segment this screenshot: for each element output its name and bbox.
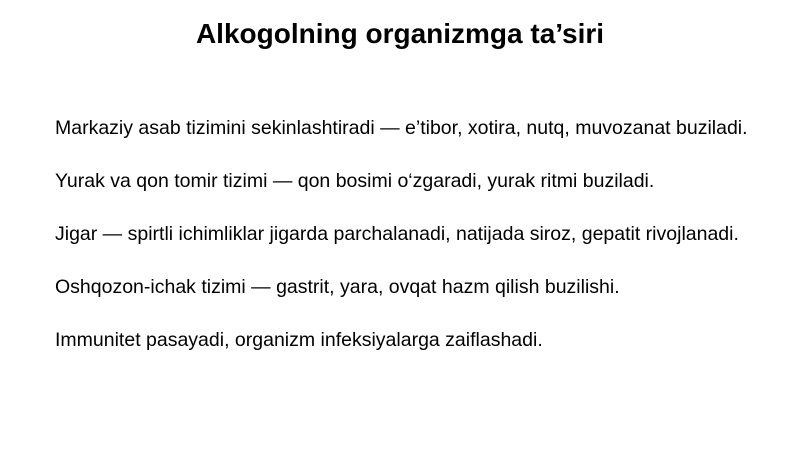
list-item: Markaziy asab tizimini sekinlashtiradi — e’tibor, xotira, nutq, muvozanat buziladi. [55,117,748,139]
list-item: Oshqozon-ichak tizimi — gastrit, yara, ovqat hazm qilish buzilishi. [55,276,620,298]
list-item: Immunitet pasayadi, organizm infeksiyalarga zaiflashadi. [55,329,543,351]
slide-content-list [55,115,755,380]
list-item: Yurak va qon tomir tizimi — qon bosimi o‘zgaradi, yurak ritmi buziladi. [55,170,655,192]
list-item: Jigar — spirtli ichimliklar jigarda parchalanadi, natijada siroz, gepatit rivojlanadi. [55,223,739,245]
slide-title: Alkogolning organizmga ta’siri [195,18,605,49]
